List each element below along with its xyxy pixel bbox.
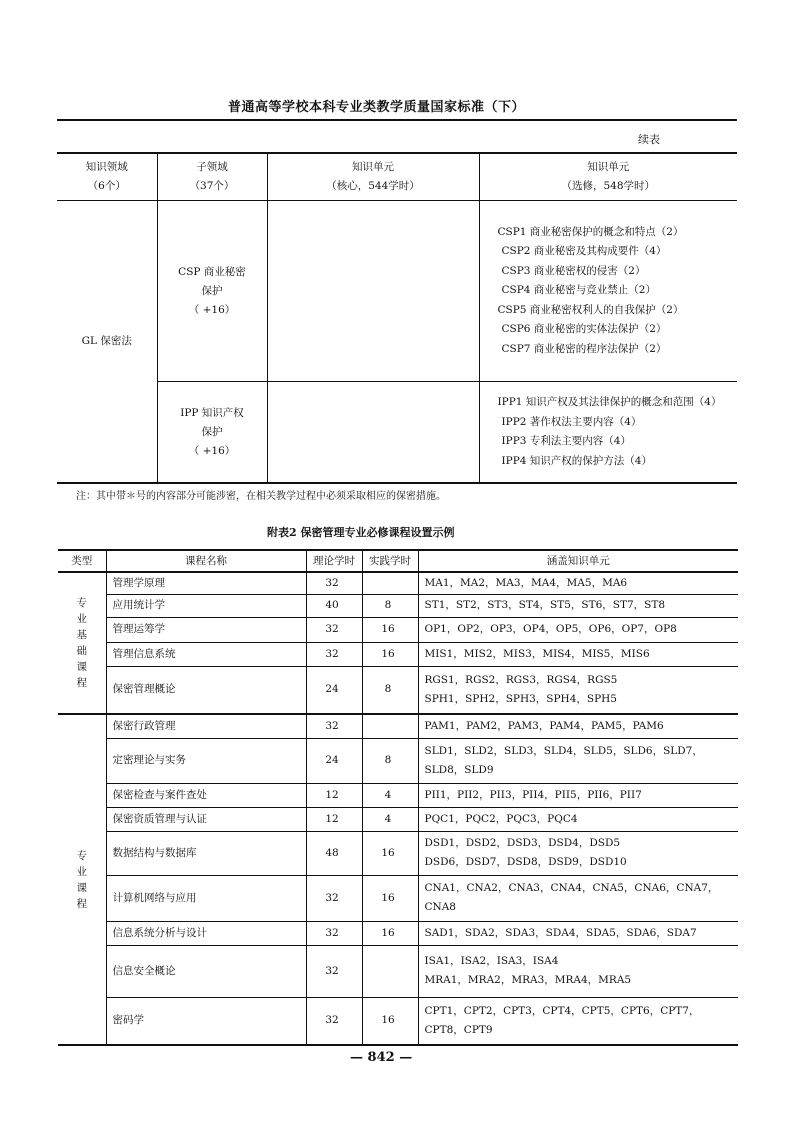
- knowledge-units: SLD1，SLD2，SLD3，SLD4，SLD5，SLD6，SLD7，SLD8，SLD9: [418, 738, 738, 783]
- practice-hours: 8: [362, 666, 418, 714]
- elective-units-cell: [479, 382, 737, 484]
- knowledge-units: CNA1，CNA2，CNA3，CNA4，CNA5，CNA6，CNA7，CNA8: [418, 875, 738, 921]
- knowledge-units: CPT1，CPT2，CPT3，CPT4，CPT5，CPT6，CPT7，CPT8，CPT9: [418, 997, 738, 1045]
- table-row: [58, 875, 738, 921]
- knowledge-units: PAM1，PAM2，PAM3，PAM4，PAM5，PAM6: [418, 714, 738, 738]
- knowledge-units: ST1，ST2，ST3，ST4，ST5，ST6，ST7，ST8: [418, 594, 738, 617]
- theory-hours: 32: [306, 714, 362, 738]
- practice-hours: 16: [362, 831, 418, 875]
- list-item: IPP4 知识产权的保护方法（4）: [501, 454, 652, 467]
- table-row: [57, 201, 737, 382]
- course-name: 保密管理概论: [106, 666, 306, 714]
- theory-hours: 32: [306, 572, 362, 594]
- course-name: 应用统计学: [106, 594, 306, 617]
- page-number: — 842 —: [350, 1050, 413, 1065]
- knowledge-units: PQC1，PQC2，PQC3，PQC4: [418, 807, 738, 831]
- list-item: CSP2 商业秘密及其构成要件（4）: [501, 245, 667, 258]
- elective-units-cell: [479, 201, 737, 382]
- course-name: 保密检查与案件查处: [106, 783, 306, 807]
- table-row: [58, 783, 738, 807]
- column-header-theory-hours: 理论学时: [306, 550, 362, 572]
- list-item: CSP6 商业秘密的实体法保护（2）: [501, 323, 667, 336]
- column-header-subarea: 子领域 （37个）: [157, 153, 267, 201]
- table-note: 注：其中带＊号的内容部分可能涉密，在相关教学过程中必须采取相应的保密措施。: [76, 491, 446, 502]
- practice-hours: 4: [362, 807, 418, 831]
- theory-hours: 32: [306, 617, 362, 642]
- column-header-domain: 知识领域 （6个）: [57, 153, 157, 201]
- table-row: [58, 921, 738, 945]
- course-type-cell: 专 业 课 程: [58, 714, 106, 1045]
- header-rule: [57, 119, 737, 121]
- table-row: [58, 807, 738, 831]
- theory-hours: 32: [306, 945, 362, 997]
- table-header-row: [58, 550, 738, 572]
- practice-hours: 4: [362, 783, 418, 807]
- course-type-cell: 专 业 基 础 课 程: [76, 597, 87, 689]
- course-name: 保密资质管理与认证: [106, 807, 306, 831]
- table-row: [58, 666, 738, 714]
- table-row: [58, 997, 738, 1045]
- list-item: CSP4 商业秘密与竞业禁止（2）: [501, 284, 656, 297]
- practice-hours: 16: [362, 921, 418, 945]
- course-name: 定密理论与实务: [106, 738, 306, 783]
- knowledge-units: OP1，OP2，OP3，OP4，OP5，OP6，OP7，OP8: [418, 617, 738, 642]
- table-header-row: [57, 153, 737, 201]
- subarea-cell: CSP 商业秘密 保护 （ +16）: [157, 201, 267, 382]
- table-row: [58, 572, 738, 594]
- table-row: [58, 714, 738, 738]
- list-item: IPP2 著作权法主要内容（4）: [501, 415, 642, 428]
- practice-hours: [362, 945, 418, 997]
- knowledge-units: ISA1，ISA2，ISA3，ISA4 MRA1，MRA2，MRA3，MRA4，MRA5: [418, 945, 738, 997]
- column-header-course-name: 课程名称: [106, 550, 306, 572]
- practice-hours: [362, 714, 418, 738]
- practice-hours: 8: [362, 738, 418, 783]
- table-caption: 附表2 保密管理专业必修课程设置示例: [267, 526, 455, 539]
- knowledge-units-table: [57, 152, 737, 484]
- theory-hours: 48: [306, 831, 362, 875]
- column-header-elective-units: 知识单元 （选修，548学时）: [479, 153, 737, 201]
- practice-hours: 16: [362, 642, 418, 666]
- column-header-type: 类型: [58, 550, 106, 572]
- theory-hours: 40: [306, 594, 362, 617]
- practice-hours: 16: [362, 875, 418, 921]
- theory-hours: 32: [306, 875, 362, 921]
- column-header-core-units: 知识单元 （核心，544学时）: [267, 153, 479, 201]
- knowledge-units: PII1，PII2，PII3，PII4，PII5，PII6，PII7: [418, 783, 738, 807]
- practice-hours: 8: [362, 594, 418, 617]
- table-row: [58, 594, 738, 617]
- table-row: [57, 382, 737, 484]
- course-name: 计算机网络与应用: [106, 875, 306, 921]
- list-item: CSP5 商业秘密权利人的自我保护（2）: [497, 303, 684, 316]
- list-item: IPP1 知识产权及其法律保护的概念和范围（4）: [497, 396, 722, 408]
- theory-hours: 24: [306, 738, 362, 783]
- course-name: 管理运筹学: [106, 617, 306, 642]
- running-title: 普通高等学校本科专业类教学质量国家标准（下）: [228, 100, 526, 115]
- practice-hours: 16: [362, 617, 418, 642]
- theory-hours: 12: [306, 807, 362, 831]
- core-units-cell: [267, 201, 479, 382]
- list-item: CSP3 商业秘密权的侵害（2）: [501, 264, 646, 277]
- theory-hours: 12: [306, 783, 362, 807]
- knowledge-units: MIS1，MIS2，MIS3，MIS4，MIS5，MIS6: [418, 642, 738, 666]
- course-name: 管理学原理: [106, 572, 306, 594]
- table-row: [58, 617, 738, 642]
- knowledge-units: DSD1，DSD2，DSD3，DSD4，DSD5 DSD6，DSD7，DSD8，DSD9，DSD10: [418, 831, 738, 875]
- course-name: 保密行政管理: [106, 714, 306, 738]
- course-name: 密码学: [106, 997, 306, 1045]
- column-header-knowledge-units: 涵盖知识单元: [418, 550, 738, 572]
- knowledge-units: MA1，MA2，MA3，MA4，MA5，MA6: [418, 572, 738, 594]
- list-item: IPP3 专利法主要内容（4）: [501, 435, 631, 447]
- table-row: [58, 738, 738, 783]
- core-units-cell: [267, 382, 479, 484]
- courses-table: [58, 549, 738, 1046]
- course-name: 管理信息系统: [106, 642, 306, 666]
- table-row: [58, 831, 738, 875]
- theory-hours: 32: [306, 642, 362, 666]
- theory-hours: 32: [306, 921, 362, 945]
- table-row: [58, 642, 738, 666]
- practice-hours: 16: [362, 997, 418, 1045]
- subarea-cell: IPP 知识产权 保护 （ +16）: [157, 382, 267, 484]
- table-row: [58, 945, 738, 997]
- list-item: CSP7 商业秘密的程序法保护（2）: [501, 342, 667, 355]
- knowledge-units: SAD1，SDA2，SDA3，SDA4，SDA5，SDA6，SDA7: [418, 921, 738, 945]
- course-name: 信息安全概论: [106, 945, 306, 997]
- column-header-practice-hours: 实践学时: [362, 550, 418, 572]
- course-name: 信息系统分析与设计: [106, 921, 306, 945]
- practice-hours: [362, 572, 418, 594]
- domain-cell: GL 保密法: [81, 335, 132, 347]
- knowledge-units: RGS1，RGS2，RGS3，RGS4，RGS5 SPH1，SPH2，SPH3，SPH4，SPH5: [418, 666, 738, 714]
- continued-label: 续表: [638, 133, 660, 146]
- theory-hours: 24: [306, 666, 362, 714]
- course-name: 数据结构与数据库: [106, 831, 306, 875]
- list-item: CSP1 商业秘密保护的概念和特点（2）: [497, 225, 684, 238]
- theory-hours: 32: [306, 997, 362, 1045]
